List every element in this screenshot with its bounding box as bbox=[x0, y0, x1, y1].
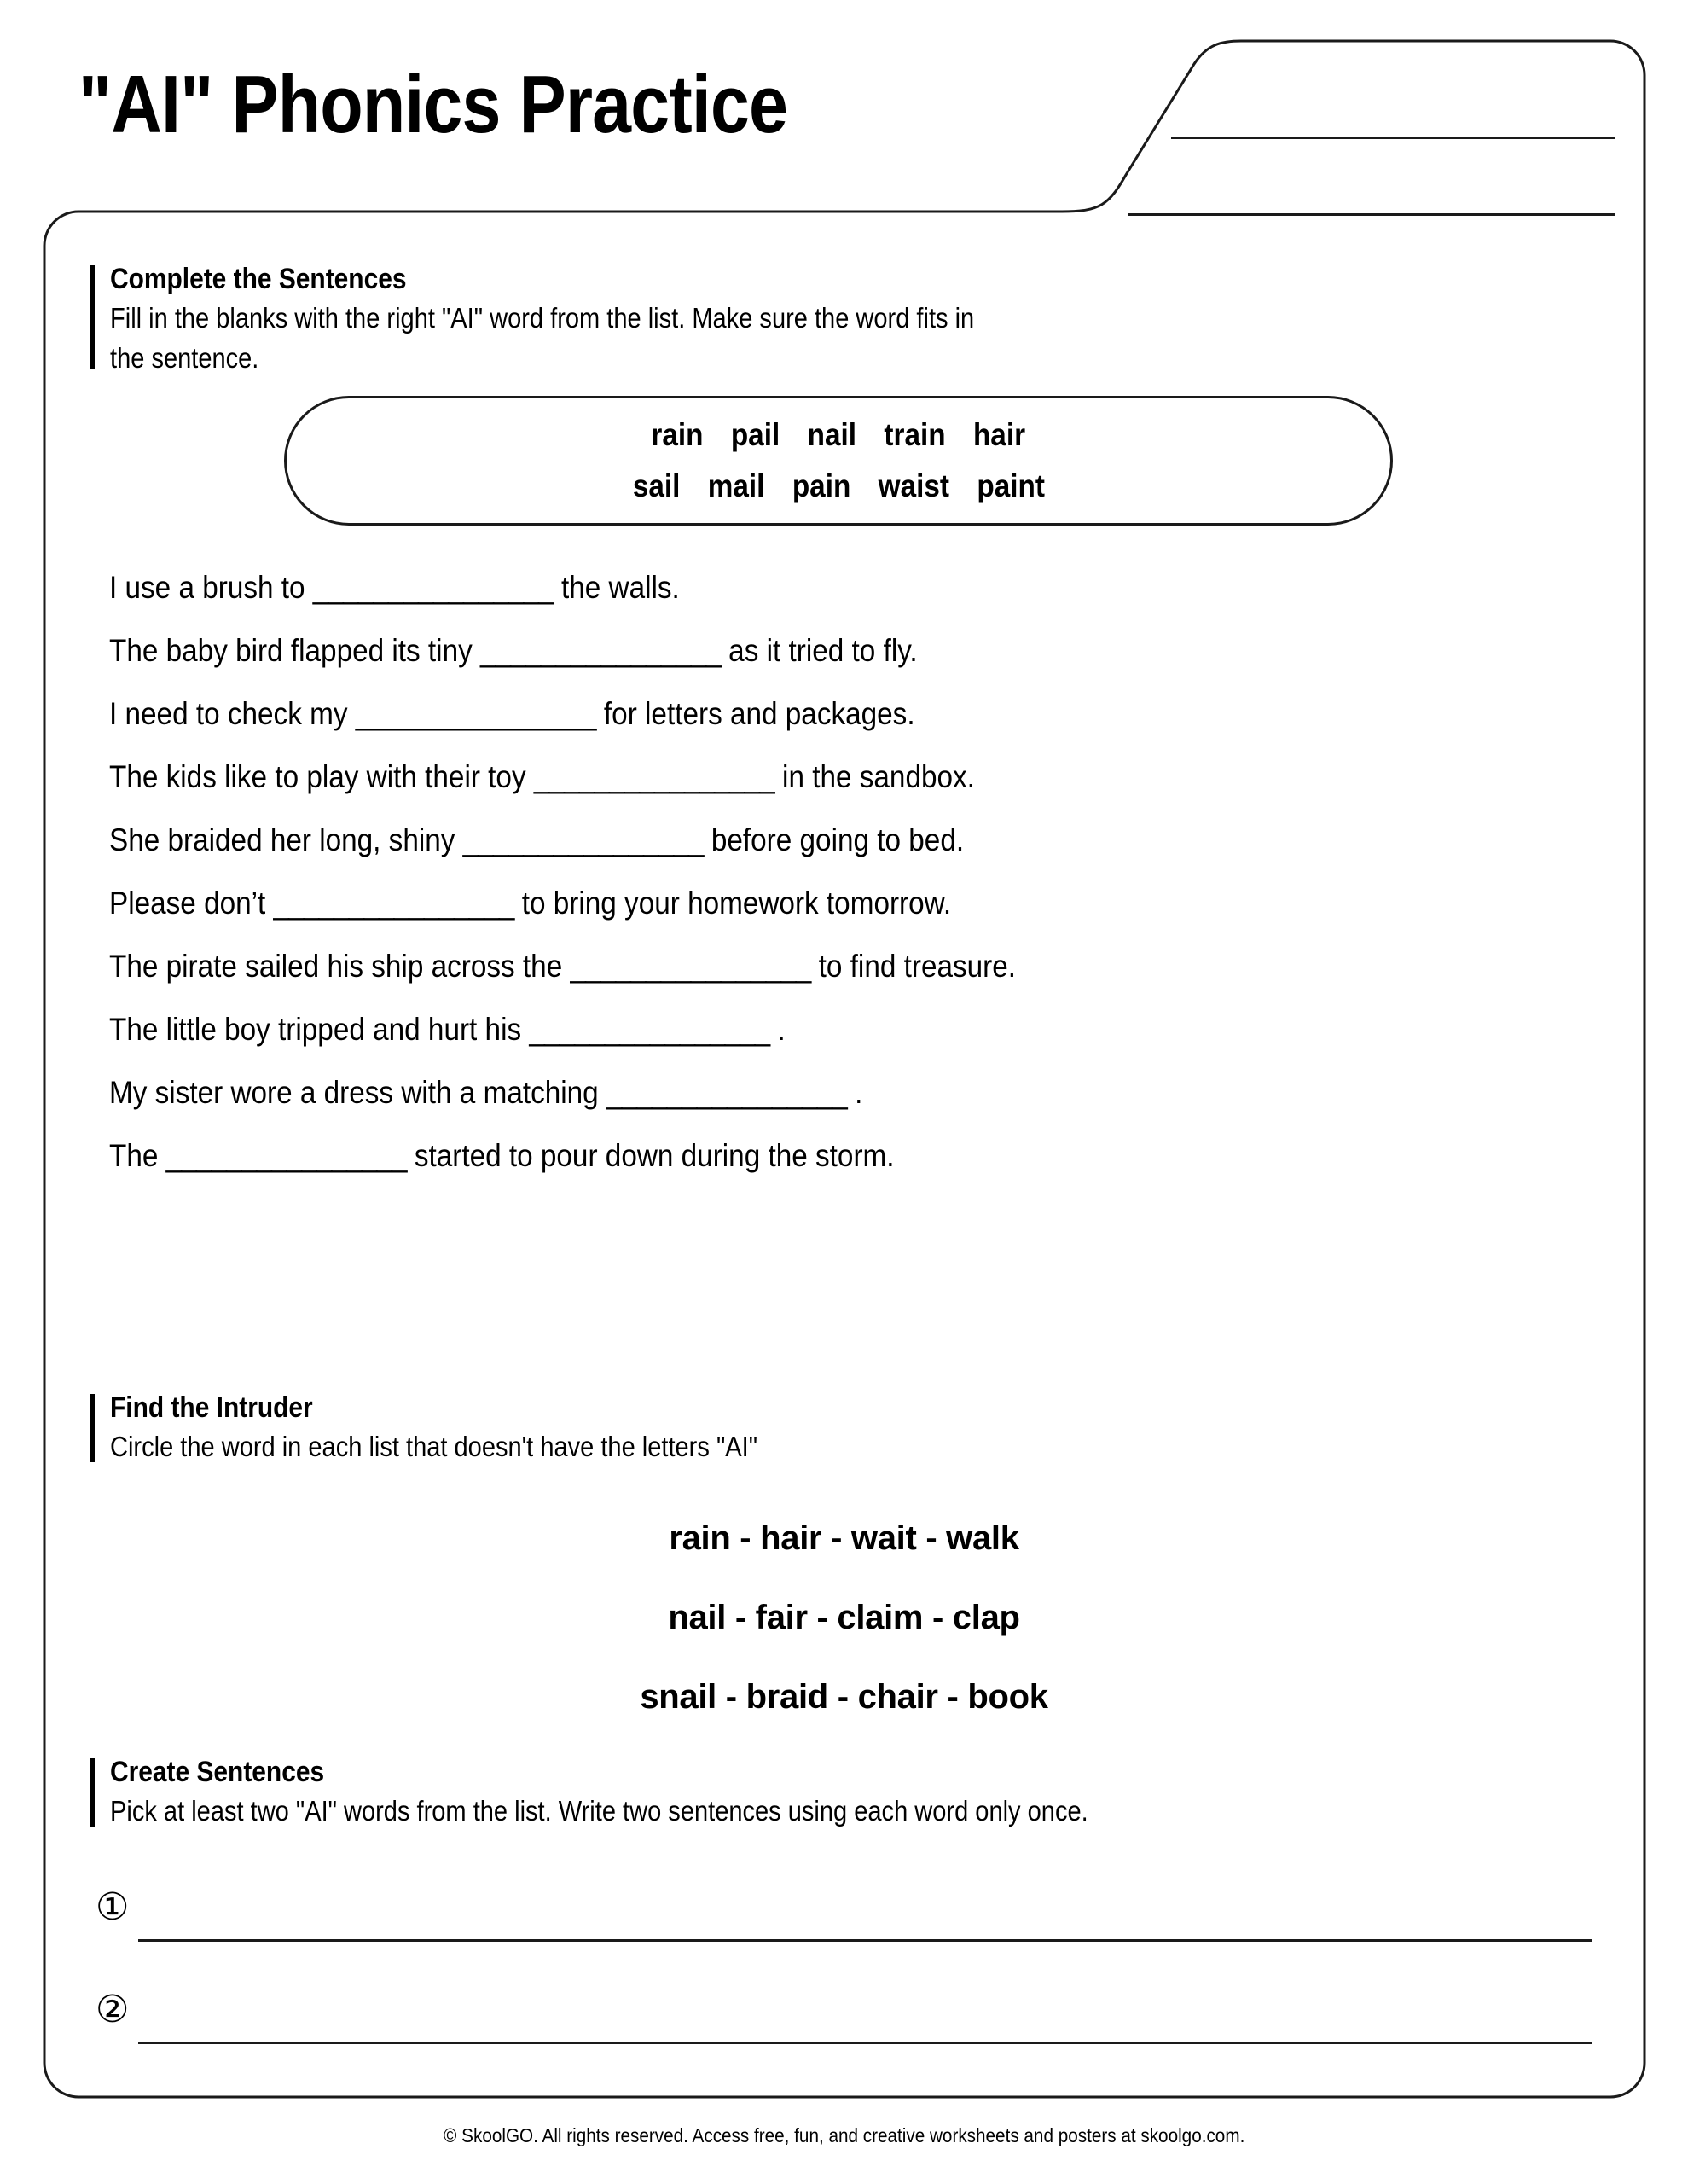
writing-row bbox=[96, 1881, 1546, 1984]
sentence-text-after: . bbox=[846, 1075, 863, 1110]
answer-blank[interactable]: ________________ bbox=[165, 1138, 407, 1173]
word-bank-word: mail bbox=[707, 468, 765, 503]
sentence-text-before: The pirate sailed his ship across the bbox=[109, 949, 571, 984]
sentence-text-after: started to pour down during the storm. bbox=[406, 1138, 895, 1173]
section-description: Fill in the blanks with the right "AI" word from the list. Make sure the word fits in the sentence. bbox=[110, 302, 975, 374]
sentence-row bbox=[109, 1061, 1491, 1124]
section-title: Create Sentences bbox=[110, 1756, 325, 1788]
sentence-row bbox=[109, 935, 1491, 998]
footer bbox=[0, 2123, 1688, 2148]
section-title: Find the Intruder bbox=[110, 1391, 313, 1424]
section-description: Circle the word in each list that doesn't have the letters "AI" bbox=[110, 1431, 757, 1462]
word-bank-word: pail bbox=[731, 417, 780, 452]
sentence-text-before: She braided her long, shiny bbox=[109, 822, 463, 857]
sentence-row bbox=[109, 872, 1491, 935]
sentence-row bbox=[109, 619, 1491, 682]
sentence-text-before: The baby bird flapped its tiny bbox=[109, 633, 481, 668]
sentence-row bbox=[109, 998, 1491, 1061]
sentence-text-after: in the sandbox. bbox=[774, 759, 975, 794]
intruder-list-item[interactable]: snail - braid - chair - book bbox=[640, 1678, 1048, 1716]
sentence-row bbox=[109, 809, 1491, 872]
answer-blank[interactable]: ________________ bbox=[273, 886, 514, 921]
footer-text: © SkoolGO. All rights reserved. Access free, fun, and creative worksheets and posters at skoolgo.com. bbox=[443, 2124, 1245, 2146]
answer-blank[interactable]: ________________ bbox=[462, 822, 704, 857]
section-accent-bar bbox=[90, 1758, 95, 1827]
writing-row bbox=[96, 1984, 1546, 2086]
sentence-text-before: My sister wore a dress with a matching bbox=[109, 1075, 606, 1110]
word-bank-word: waist bbox=[878, 468, 949, 503]
sentence-row bbox=[109, 556, 1491, 619]
writing-lines-group bbox=[96, 1881, 1546, 2086]
sentence-text-after: as it tried to fly. bbox=[720, 633, 918, 668]
writing-line-number: ② bbox=[96, 1988, 130, 2031]
word-bank bbox=[284, 396, 1393, 526]
sentence-text-after: to bring your homework tomorrow. bbox=[513, 886, 952, 921]
word-bank-word: train bbox=[884, 417, 946, 452]
sentence-text-after: . bbox=[769, 1012, 786, 1047]
sentence-text-before: Please don’t bbox=[109, 886, 274, 921]
writing-line[interactable] bbox=[138, 1939, 1592, 1942]
word-bank-row-1 bbox=[637, 410, 1039, 461]
answer-blank[interactable]: ________________ bbox=[606, 1075, 847, 1110]
section-find-the-intruder bbox=[90, 1389, 1642, 1467]
writing-line-number: ① bbox=[96, 1885, 130, 1929]
answer-blank[interactable]: ________________ bbox=[480, 633, 721, 668]
sentence-text-before: I need to check my bbox=[109, 696, 356, 731]
title-tab-outline bbox=[1062, 41, 1644, 213]
sentence-text-before: I use a brush to bbox=[109, 570, 313, 605]
section-description: Pick at least two "AI" words from the list. Write two sentences using each word only once. bbox=[110, 1795, 1088, 1827]
sentence-text-after: for letters and packages. bbox=[595, 696, 915, 731]
answer-blank[interactable]: ________________ bbox=[533, 759, 774, 794]
sentence-text-before: The little boy tripped and hurt his bbox=[109, 1012, 530, 1047]
word-bank-word: rain bbox=[651, 417, 704, 452]
sentence-row bbox=[109, 682, 1491, 746]
writing-line[interactable] bbox=[138, 2042, 1592, 2044]
intruder-list-group bbox=[0, 1499, 1688, 1737]
section-complete-the-sentences bbox=[90, 260, 1642, 378]
sentence-text-before: The kids like to play with their toy bbox=[109, 759, 534, 794]
date-line[interactable] bbox=[1128, 213, 1615, 216]
answer-blank[interactable]: ________________ bbox=[355, 696, 596, 731]
intruder-list-item[interactable]: rain - hair - wait - walk bbox=[669, 1519, 1019, 1557]
word-bank-row-2 bbox=[618, 461, 1058, 512]
answer-blank[interactable]: ________________ bbox=[570, 949, 811, 984]
word-bank-word: paint bbox=[976, 468, 1045, 503]
word-bank-word: nail bbox=[807, 417, 857, 452]
sentence-list bbox=[109, 556, 1644, 1188]
answer-blank[interactable]: ________________ bbox=[312, 570, 554, 605]
page-title: "AI" Phonics Practice bbox=[78, 59, 788, 150]
intruder-list-item[interactable]: nail - fair - claim - clap bbox=[668, 1599, 1020, 1636]
sentence-row bbox=[109, 1124, 1491, 1188]
sentence-row bbox=[109, 746, 1491, 809]
sentence-text-after: before going to bed. bbox=[703, 822, 965, 857]
answer-blank[interactable]: ________________ bbox=[529, 1012, 770, 1047]
section-accent-bar bbox=[90, 265, 95, 369]
section-accent-bar bbox=[90, 1394, 95, 1462]
sentence-text-after: the walls. bbox=[553, 570, 680, 605]
name-line[interactable] bbox=[1171, 136, 1615, 139]
word-bank-word: hair bbox=[973, 417, 1026, 452]
sentence-text-before: The bbox=[109, 1138, 166, 1173]
word-bank-word: pain bbox=[792, 468, 850, 503]
section-create-sentences bbox=[90, 1753, 1642, 1831]
word-bank-word: sail bbox=[632, 468, 680, 503]
sentence-text-after: to find treasure. bbox=[810, 949, 1017, 984]
section-title: Complete the Sentences bbox=[110, 263, 407, 295]
